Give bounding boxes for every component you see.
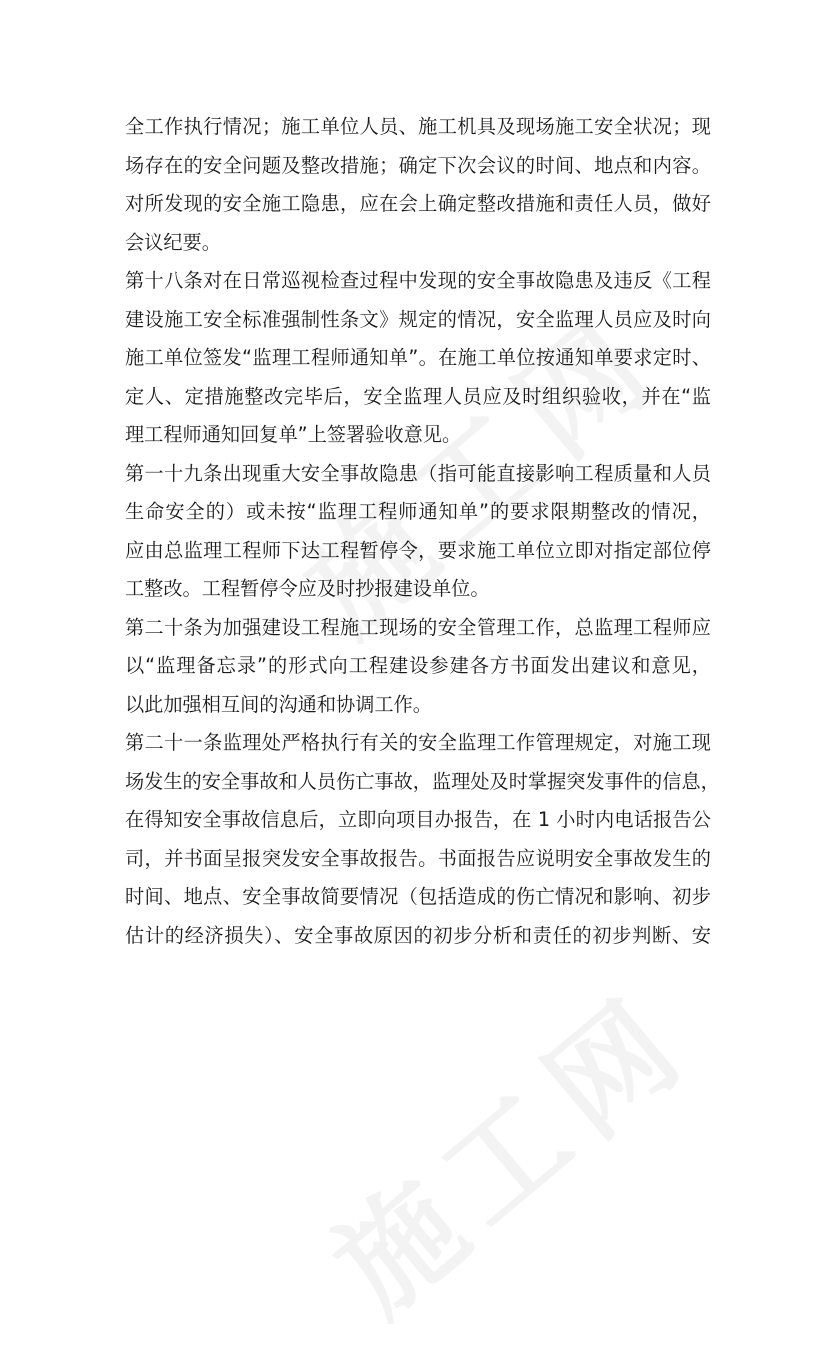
- text-line: 第二十条为加强建设工程施工现场的安全管理工作，总监理工程师应: [125, 615, 711, 639]
- text-line: 理工程师通知回复单”上签署验收意见。: [125, 423, 462, 446]
- text-line: 场发生的安全事故和人员伤亡事故，监理处及时掌握突发事件的信息，: [125, 769, 720, 793]
- text-line: 生命安全的）或未按“监理工程师通知单”的要求限期整改的情况，: [125, 500, 711, 523]
- text-line: 会议纪要。: [125, 230, 221, 254]
- text-line: 在得知安全事故信息后，立即向项目办报告，在 1 小时内电话报告公: [125, 808, 711, 831]
- text-line: 以此加强相互间的沟通和协调工作。: [125, 692, 432, 716]
- text-line: 第十八条对在日常巡视检查过程中发现的安全事故隐患及违反《工程: [125, 269, 711, 292]
- text-line: 场存在的安全问题及整改措施；确定下次会议的时间、地点和内容。: [125, 153, 711, 177]
- text-line: 第二十一条监理处严格执行有关的安全监理工作管理规定，对施工现: [125, 731, 711, 754]
- text-line: 时间、地点、安全事故简要情况（包括造成的伤亡情况和影响、初步: [125, 885, 711, 908]
- document-body: [125, 108, 720, 955]
- text-line: 应由总监理工程师下达工程暂停令，要求施工单位立即对指定部位停: [125, 538, 711, 562]
- text-line: 建设施工安全标准强制性条文》规定的情况，安全监理人员应及时向: [125, 307, 711, 331]
- text-line: 以“监理备忘录”的形式向工程建设参建各方书面发出建议和意见，: [125, 654, 711, 677]
- text-line: 第一十九条出现重大安全事故隐患（指可能直接影响工程质量和人员: [125, 461, 711, 485]
- text-line: 司，并书面呈报突发安全事故报告。书面报告应说明安全事故发生的: [125, 846, 711, 870]
- text-line: 施工单位签发“监理工程师通知单”。在施工单位按通知单要求定时、: [125, 346, 711, 369]
- watermark-logo: [293, 947, 721, 1345]
- text-line: 工整改。工程暂停令应及时抄报建设单位。: [125, 577, 490, 600]
- text-line: 定人、定措施整改完毕后，安全监理人员应及时组织验收，并在“监: [125, 384, 711, 408]
- text-line: 对所发现的安全施工隐患，应在会上确定整改措施和责任人员，做好: [125, 192, 711, 215]
- text-line: 全工作执行情况；施工单位人员、施工机具及现场施工安全状况；现: [125, 115, 711, 138]
- text-line: 估计的经济损失）、安全事故原因的初步分析和责任的初步判断、安: [125, 923, 711, 947]
